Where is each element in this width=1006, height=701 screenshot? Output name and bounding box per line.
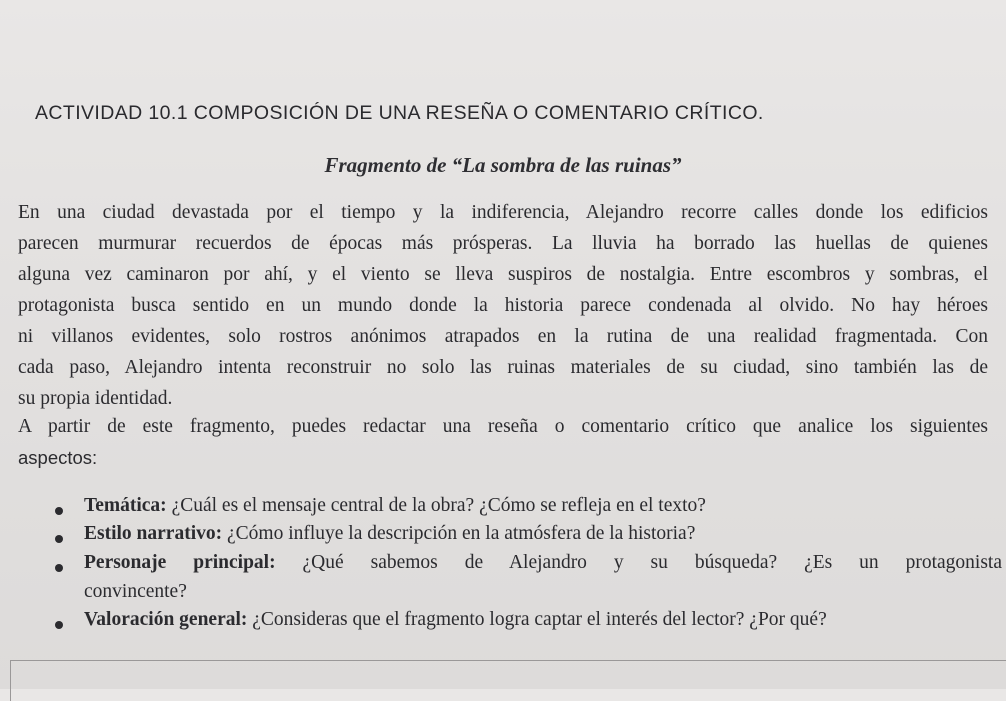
instruction-line: aspectos: [18,447,98,468]
fragment-line: cada paso, Alejandro intenta reconstruir no solo las ruinas materiales de su ciudad, sino también las de [18,357,988,378]
fragment-line: alguna vez caminaron por ahí, y el viento se lleva suspiros de nostalgia. Entre escombros y sombras, el [18,264,988,285]
bullet-icon [55,507,63,515]
aspect-text [84,495,706,517]
answer-box [10,660,1006,701]
aspect-text [84,523,695,545]
aspect-label: Estilo narrativo: [84,523,223,544]
aspect-question: ¿Qué sabemos de Alejandro y su búsqueda? ¿Es un protagonista [275,552,1002,573]
fragment-title: Fragmento de “La sombra de las ruinas” [324,153,682,177]
fragment-line: protagonista busca sentido en un mundo donde la historia parece condenada al olvido. No hay héroes [18,295,988,316]
aspect-continuation: convincente? [84,581,187,602]
aspect-text [84,609,827,631]
aspect-question: ¿Consideras que el fragmento logra captar el interés del lector? ¿Por qué? [247,609,827,630]
bullet-icon [55,564,63,572]
aspect-label: Valoración general: [84,609,248,630]
fragment-line: ni villanos evidentes, solo rostros anónimos atrapados en la rutina de una realidad fragmentada. Con [18,326,988,347]
aspect-question: ¿Cómo influye la descripción en la atmósfera de la historia? [222,523,696,544]
activity-heading: ACTIVIDAD 10.1 COMPOSICIÓN DE UNA RESEÑA O COMENTARIO CRÍTICO. [35,102,764,124]
aspect-label: Temática: [84,495,167,516]
bullet-icon [55,535,63,543]
fragment-line: su propia identidad. [18,388,173,409]
aspect-question: ¿Cuál es el mensaje central de la obra? ¿Cómo se refleja en el texto? [166,495,706,516]
instruction-line: A partir de este fragmento, puedes redactar una reseña o comentario crítico que analice los siguientes [18,416,988,437]
fragment-line: En una ciudad devastada por el tiempo y la indiferencia, Alejandro recorre calles donde los edificios [18,202,988,223]
aspect-text [84,552,1002,574]
fragment-line: parecen murmurar recuerdos de épocas más prósperas. La lluvia ha borrado las huellas de quienes [18,233,988,254]
bullet-icon [55,621,63,629]
aspect-label: Personaje principal: [84,552,276,573]
